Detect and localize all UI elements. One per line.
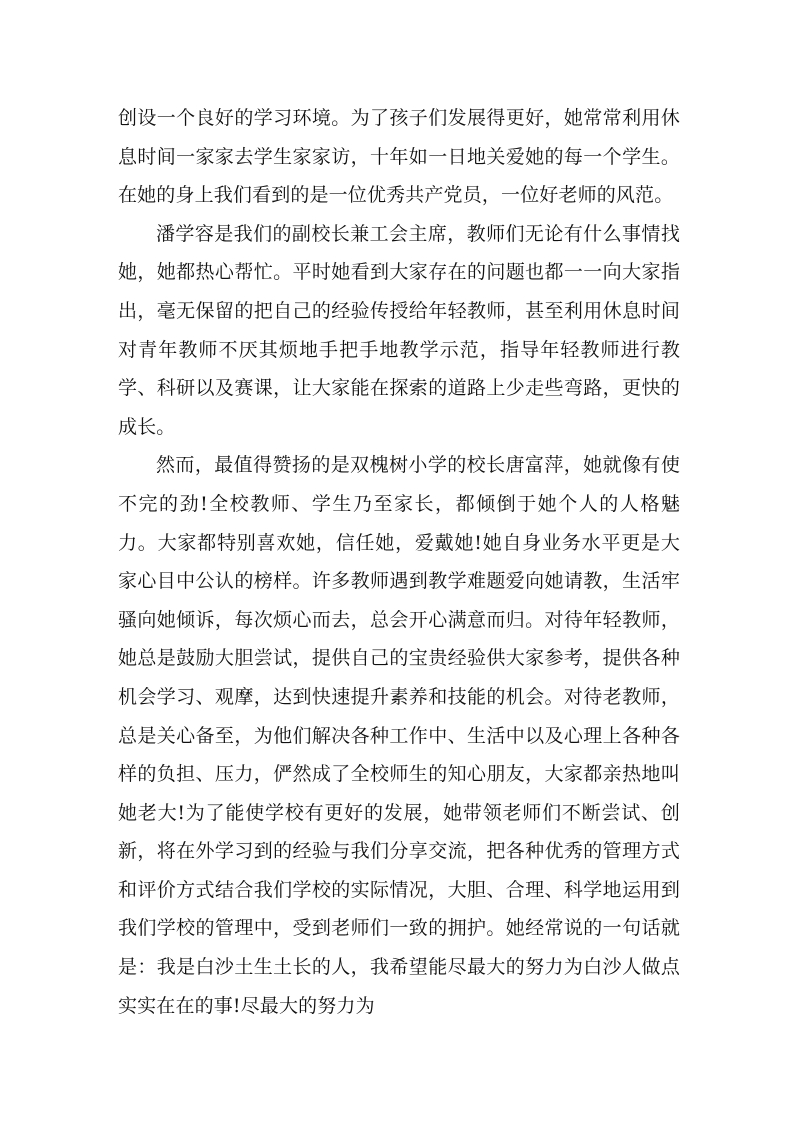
document-body [118,99,680,1025]
paragraph-1: 创设一个良好的学习环境。为了孩子们发展得更好，她常常利用休息时间一家家去学生家家访，十年如一日地关爱她的每一个学生。在她的身上我们看到的是一位优秀共产党员，一位好老师的风范。 [118,107,680,207]
paragraph-3: 然而，最值得赞扬的是双槐树小学的校长唐富萍，她就像有使不完的劲!全校教师、学生乃至家长，都倾倒于她个人的人格魅力。大家都特别喜欢她，信任她，爱戴她!她自身业务水平更是大家心目中公认的榜样。许多教师遇到教学难题爱向她请教，生活牢骚向她倾诉，每次烦心而去，总会开心满意而归。对待年轻教师，她总是鼓励大胆尝试，提供自己的宝贵经验供大家参考，提供各种机会学习、观摩，达到快速提升素养和技能的机会。对待老教师，总是关心备至，为他们解决各种工作中、生活中以及心理上各种各样的负担、压力，俨然成了全校师生的知心朋友，大家都亲热地叫她老大!为了能使学校有更好的发展，她带领老师们不断尝试、创新，将在外学习到的经验与我们分享交流，把各种优秀的管理方式和评价方式结合我们学校的实际情况，大胆、合理、科学地运用到我们学校的管理中，受到老师们一致的拥护。她经常说的一句话就是：我是白沙土生土长的人，我希望能尽最大的努力为白沙人做点实实在在的事!尽最大的努力为 [118,454,680,1017]
paragraph-2: 潘学容是我们的副校长兼工会主席，教师们无论有什么事情找她，她都热心帮忙。平时她看到大家存在的问题也都一一向大家指出，毫无保留的把自己的经验传授给年轻教师，甚至利用休息时间对青年教师不厌其烦地手把手地教学示范，指导年轻教师进行教学、科研以及赛课，让大家能在探索的道路上少走些弯路，更快的成长。 [118,222,680,438]
